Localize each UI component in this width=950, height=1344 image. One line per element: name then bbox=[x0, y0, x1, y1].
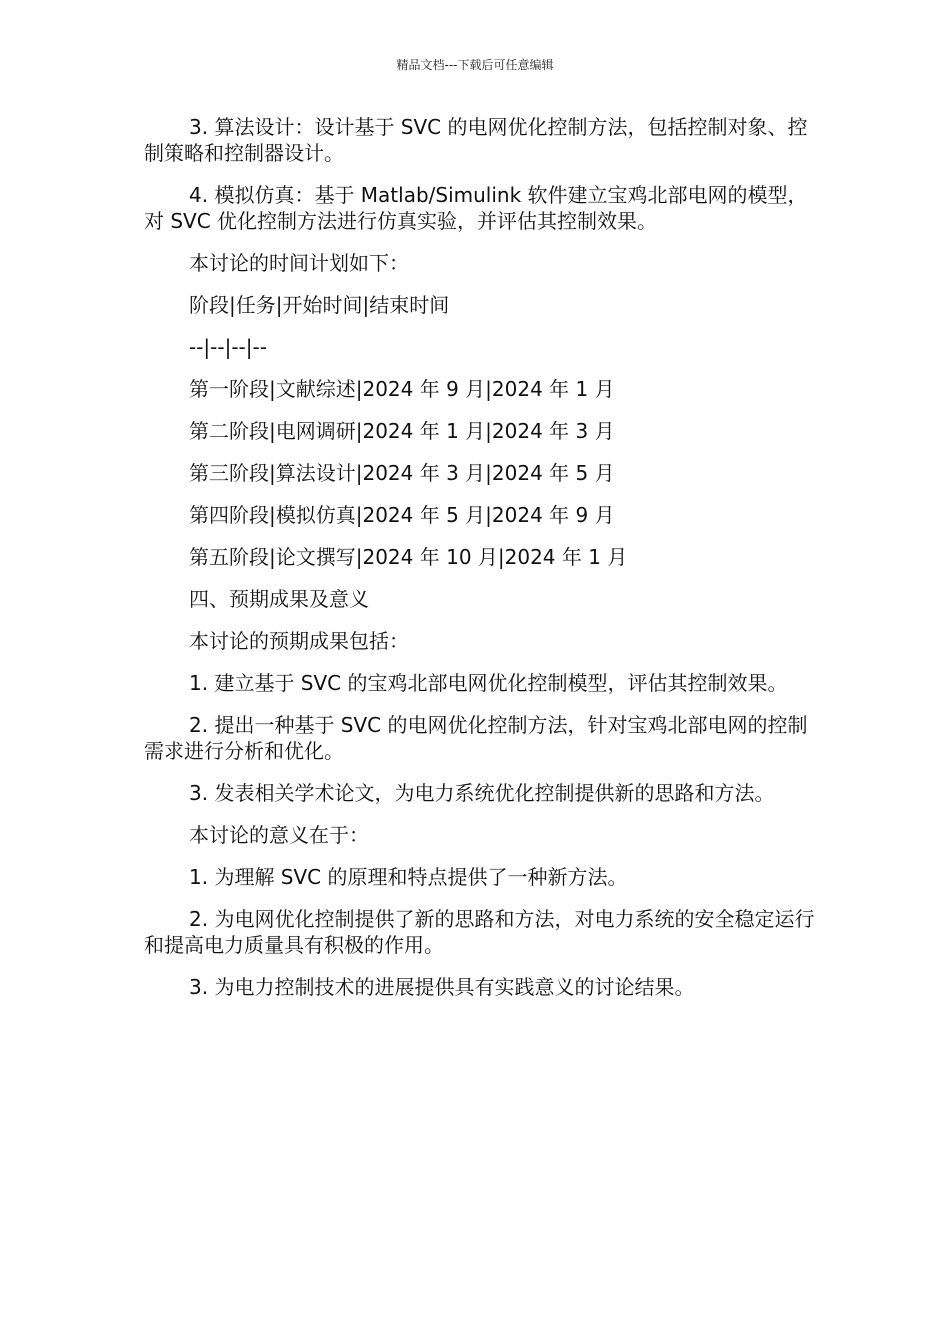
paragraph-simulation: 4. 模拟仿真：基于 Matlab/Simulink 软件建立宝鸡北部电网的模型，对 SVC 优化控制方法进行仿真实验，并评估其控制效果。 bbox=[144, 183, 808, 233]
page-header: 精品文档---下载后可任意编辑 bbox=[396, 58, 554, 72]
paragraph-significance-intro: 本讨论的意义在于： bbox=[189, 823, 369, 847]
schedule-row-stage-2: 第二阶段|电网调研|2024 年 1 月|2024 年 3 月 bbox=[189, 419, 615, 443]
significance-item-2: 2. 为电网优化控制提供了新的思路和方法，对电力系统的安全稳定运行和提高电力质量具有积极的作用。 bbox=[144, 907, 815, 957]
paragraph-schedule-intro: 本讨论的时间计划如下： bbox=[189, 251, 409, 275]
paragraph-outcomes-intro: 本讨论的预期成果包括： bbox=[189, 629, 409, 653]
outcome-item-3: 3. 发表相关学术论文，为电力系统优化控制提供新的思路和方法。 bbox=[189, 781, 775, 805]
paragraph-algorithm-design: 3. 算法设计：设计基于 SVC 的电网优化控制方法，包括控制对象、控制策略和控制器设计。 bbox=[144, 115, 808, 165]
section-heading-outcomes: 四、预期成果及意义 bbox=[189, 587, 369, 611]
significance-item-3: 3. 为电力控制技术的进展提供具有实践意义的讨论结果。 bbox=[189, 975, 695, 999]
schedule-row-stage-5: 第五阶段|论文撰写|2024 年 10 月|2024 年 1 月 bbox=[189, 545, 628, 569]
document-body bbox=[144, 114, 816, 1016]
schedule-row-stage-3: 第三阶段|算法设计|2024 年 3 月|2024 年 5 月 bbox=[189, 461, 615, 485]
schedule-table-header: 阶段|任务|开始时间|结束时间 bbox=[189, 293, 450, 317]
significance-item-1: 1. 为理解 SVC 的原理和特点提供了一种新方法。 bbox=[189, 865, 628, 889]
schedule-row-stage-4: 第四阶段|模拟仿真|2024 年 5 月|2024 年 9 月 bbox=[189, 503, 615, 527]
outcome-item-2: 2. 提出一种基于 SVC 的电网优化控制方法，针对宝鸡北部电网的控制需求进行分析和优化。 bbox=[144, 713, 808, 763]
outcome-item-1: 1. 建立基于 SVC 的宝鸡北部电网优化控制模型，评估其控制效果。 bbox=[189, 671, 788, 695]
schedule-table-separator: --|--|--|-- bbox=[189, 335, 267, 359]
schedule-row-stage-1: 第一阶段|文献综述|2024 年 9 月|2024 年 1 月 bbox=[189, 377, 615, 401]
